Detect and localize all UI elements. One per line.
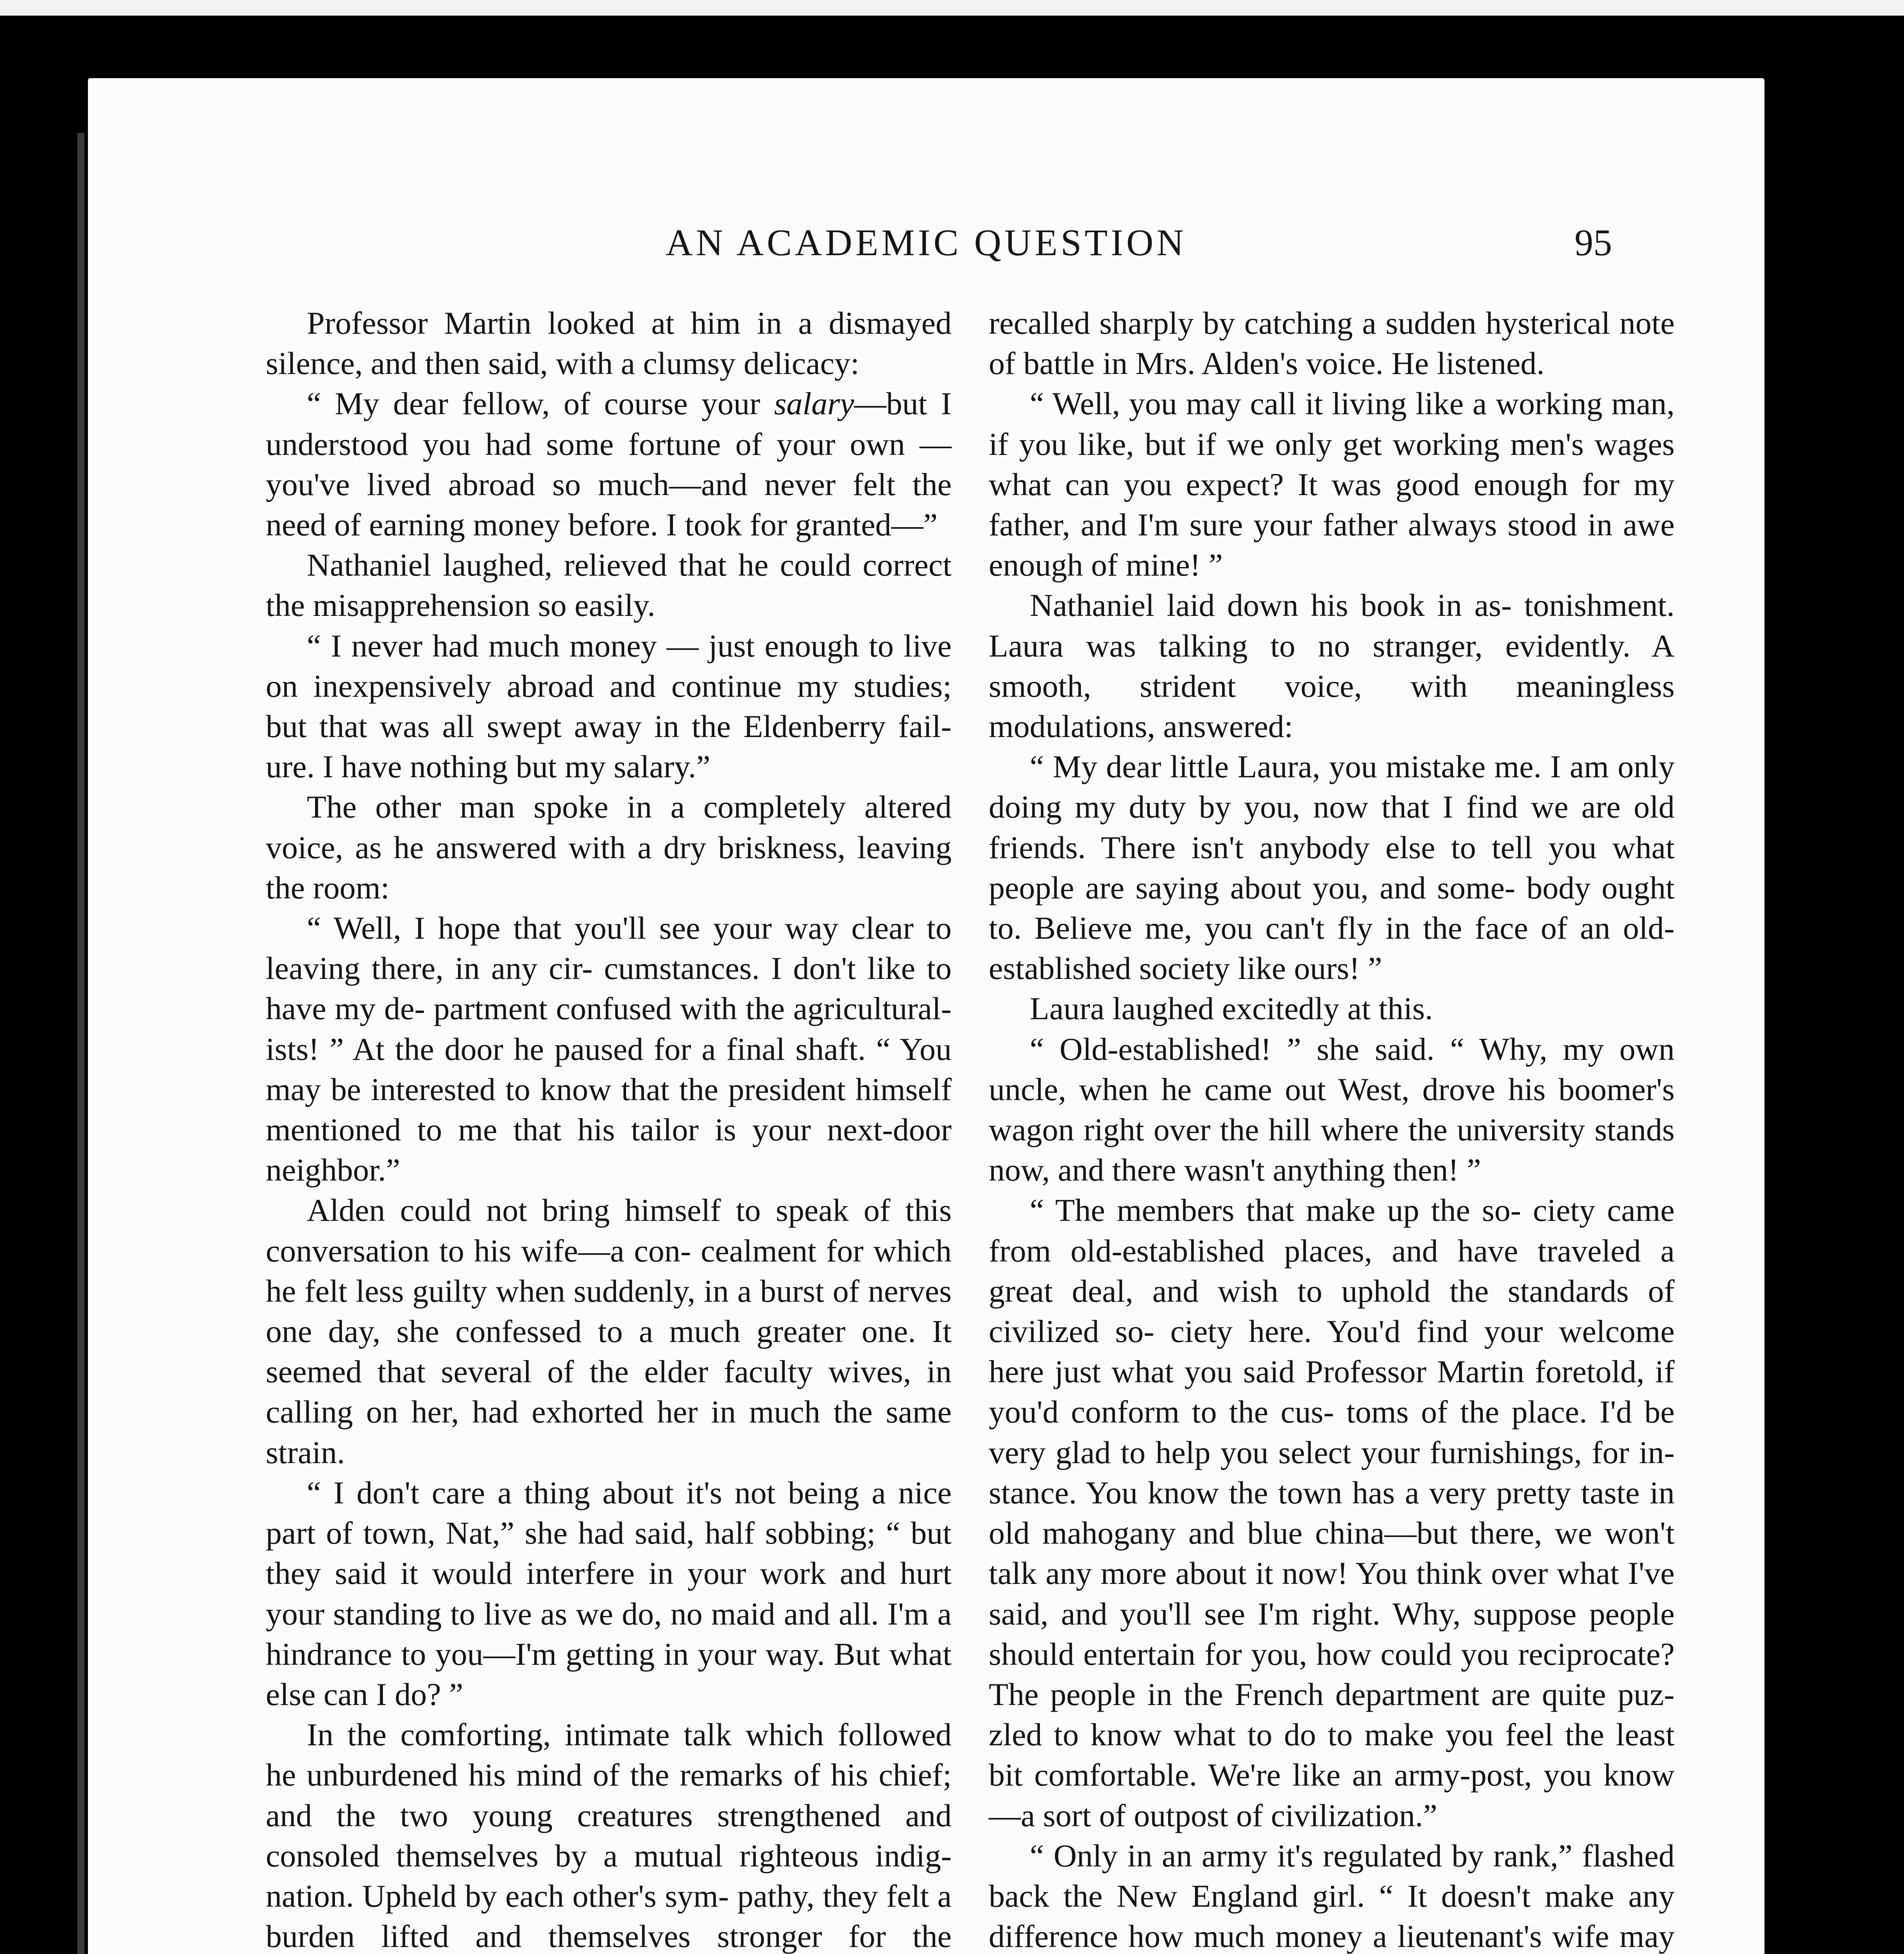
- paragraph: “ My dear little Laura, you mistake me. I am only doing my duty by you, now that I find we are old friends. There isn't anybody else to tell you what people are saying about you, and some- body ought to. Believe me, you can't fly in the face of an old-established society like ours! ”: [989, 749, 1675, 986]
- page-number: 95: [1575, 222, 1612, 263]
- paragraph-text: —but I understood you had some fortune of your own — you've lived abroad so much—and never felt the need of earning money before. I took for granted—”: [266, 386, 952, 543]
- paragraph: “ Old-established! ” she said. “ Why, my own uncle, when he came out West, drove his boomer's wagon right over the hill where the university stands now, and there wasn't anything then! ”: [989, 1031, 1675, 1188]
- paragraph: [266, 383, 952, 545]
- paragraph: Professor Martin looked at him in a dismayed silence, and then said, with a clumsy delicacy:: [266, 305, 952, 381]
- paragraph: Alden could not bring himself to speak of this conversation to his wife—a con- cealment for which he felt less guilty when suddenly, in a burst of nerves one day, she confessed to a much greater one. It seemed that several of the elder faculty wives, in calling on her, had exhorted her in much the same strain.: [266, 1192, 952, 1470]
- page-fold-line: [77, 133, 84, 1954]
- paragraph: In the comforting, intimate talk which followed he unburdened his mind of the remarks of his chief; and the two young creatures strengthened and consoled themselves by a mutual righteous indig- nation. Upheld by each other's sym- pathy, they felt a burden lifted and themselves stronger for the: [266, 1717, 952, 1954]
- right-column: [989, 303, 1675, 1954]
- paragraph: The other man spoke in a completely altered voice, as he answered with a dry briskness, leaving the room:: [266, 789, 952, 905]
- paragraph: “ I never had much money — just enough to live on inexpensively abroad and continue my studies; but that was all swept away in the Eldenberry fail- ure. I have nothing but my salary.”: [266, 628, 952, 785]
- paragraph-continued: recalled sharply by catching a sudden hysterical note of battle in Mrs. Alden's voice. He listened.: [989, 305, 1675, 381]
- paragraph: Nathaniel laid down his book in as- tonishment. Laura was talking to no stranger, evidently. A smooth, strident voice, with meaningless modulations, answered:: [989, 587, 1675, 744]
- emphasis-text: salary: [774, 386, 854, 422]
- paragraph: “ Only in an army it's regulated by rank,” flashed back the New England girl. “ It doesn't make any difference how much money a lieutenant's wife may: [989, 1838, 1675, 1954]
- paragraph: “ The members that make up the so- ciety came from old-established places, and have traveled a great deal, and wish to uphold the standards of civilized so- ciety here. You'd find your welcome here just what you said Professor Martin foretold, if you'd conform to the cus- toms of the place. I'd be very glad to help you select your furnishings, for in- stance. You know the town has a very pretty taste in old mahogany and blue china—but there, we won't talk any more about it now! You think over what I've said, and you'll see I'm right. Why, suppose people should entertain for you, how could you reciprocate? The people in the French department are quite puz- zled to know what to do to make you feel the least bit comfortable. We're like an army-post, you know—a sort of outpost of civilization.”: [989, 1192, 1675, 1833]
- running-title: AN ACADEMIC QUESTION: [666, 222, 1187, 263]
- left-column: [266, 303, 952, 1954]
- paragraph: “ Well, you may call it living like a working man, if you like, but if we only get working men's wages what can you expect? It was good enough for my father, and I'm sure your father always stood in awe enough of mine! ”: [989, 386, 1675, 583]
- paragraph: Nathaniel laughed, relieved that he could correct the misapprehension so easily.: [266, 547, 952, 623]
- paragraph: “ I don't care a thing about it's not being a nice part of town, Nat,” she had said, half sobbing; “ but they said it would interfere in your work and hurt your standing to live as we do, no maid and all. I'm a hindrance to you—I'm getting in your way. But what else can I do? ”: [266, 1474, 952, 1712]
- book-spine-shadow: [0, 129, 86, 1954]
- scan-top-edge: [0, 0, 1904, 16]
- paragraph: Laura laughed excitedly at this.: [1030, 991, 1433, 1027]
- running-head: [88, 221, 1764, 279]
- paragraph: “ Well, I hope that you'll see your way clear to leaving there, in any cir- cumstances. I don't like to have my de- partment confused with the agricultural- ists! ” At the door he paused for a final shaft. “ You may be interested to know that the president himself mentioned to me that his tailor is your next-door neighbor.”: [266, 910, 952, 1188]
- paragraph-text: “ My dear fellow, of course your: [307, 386, 774, 422]
